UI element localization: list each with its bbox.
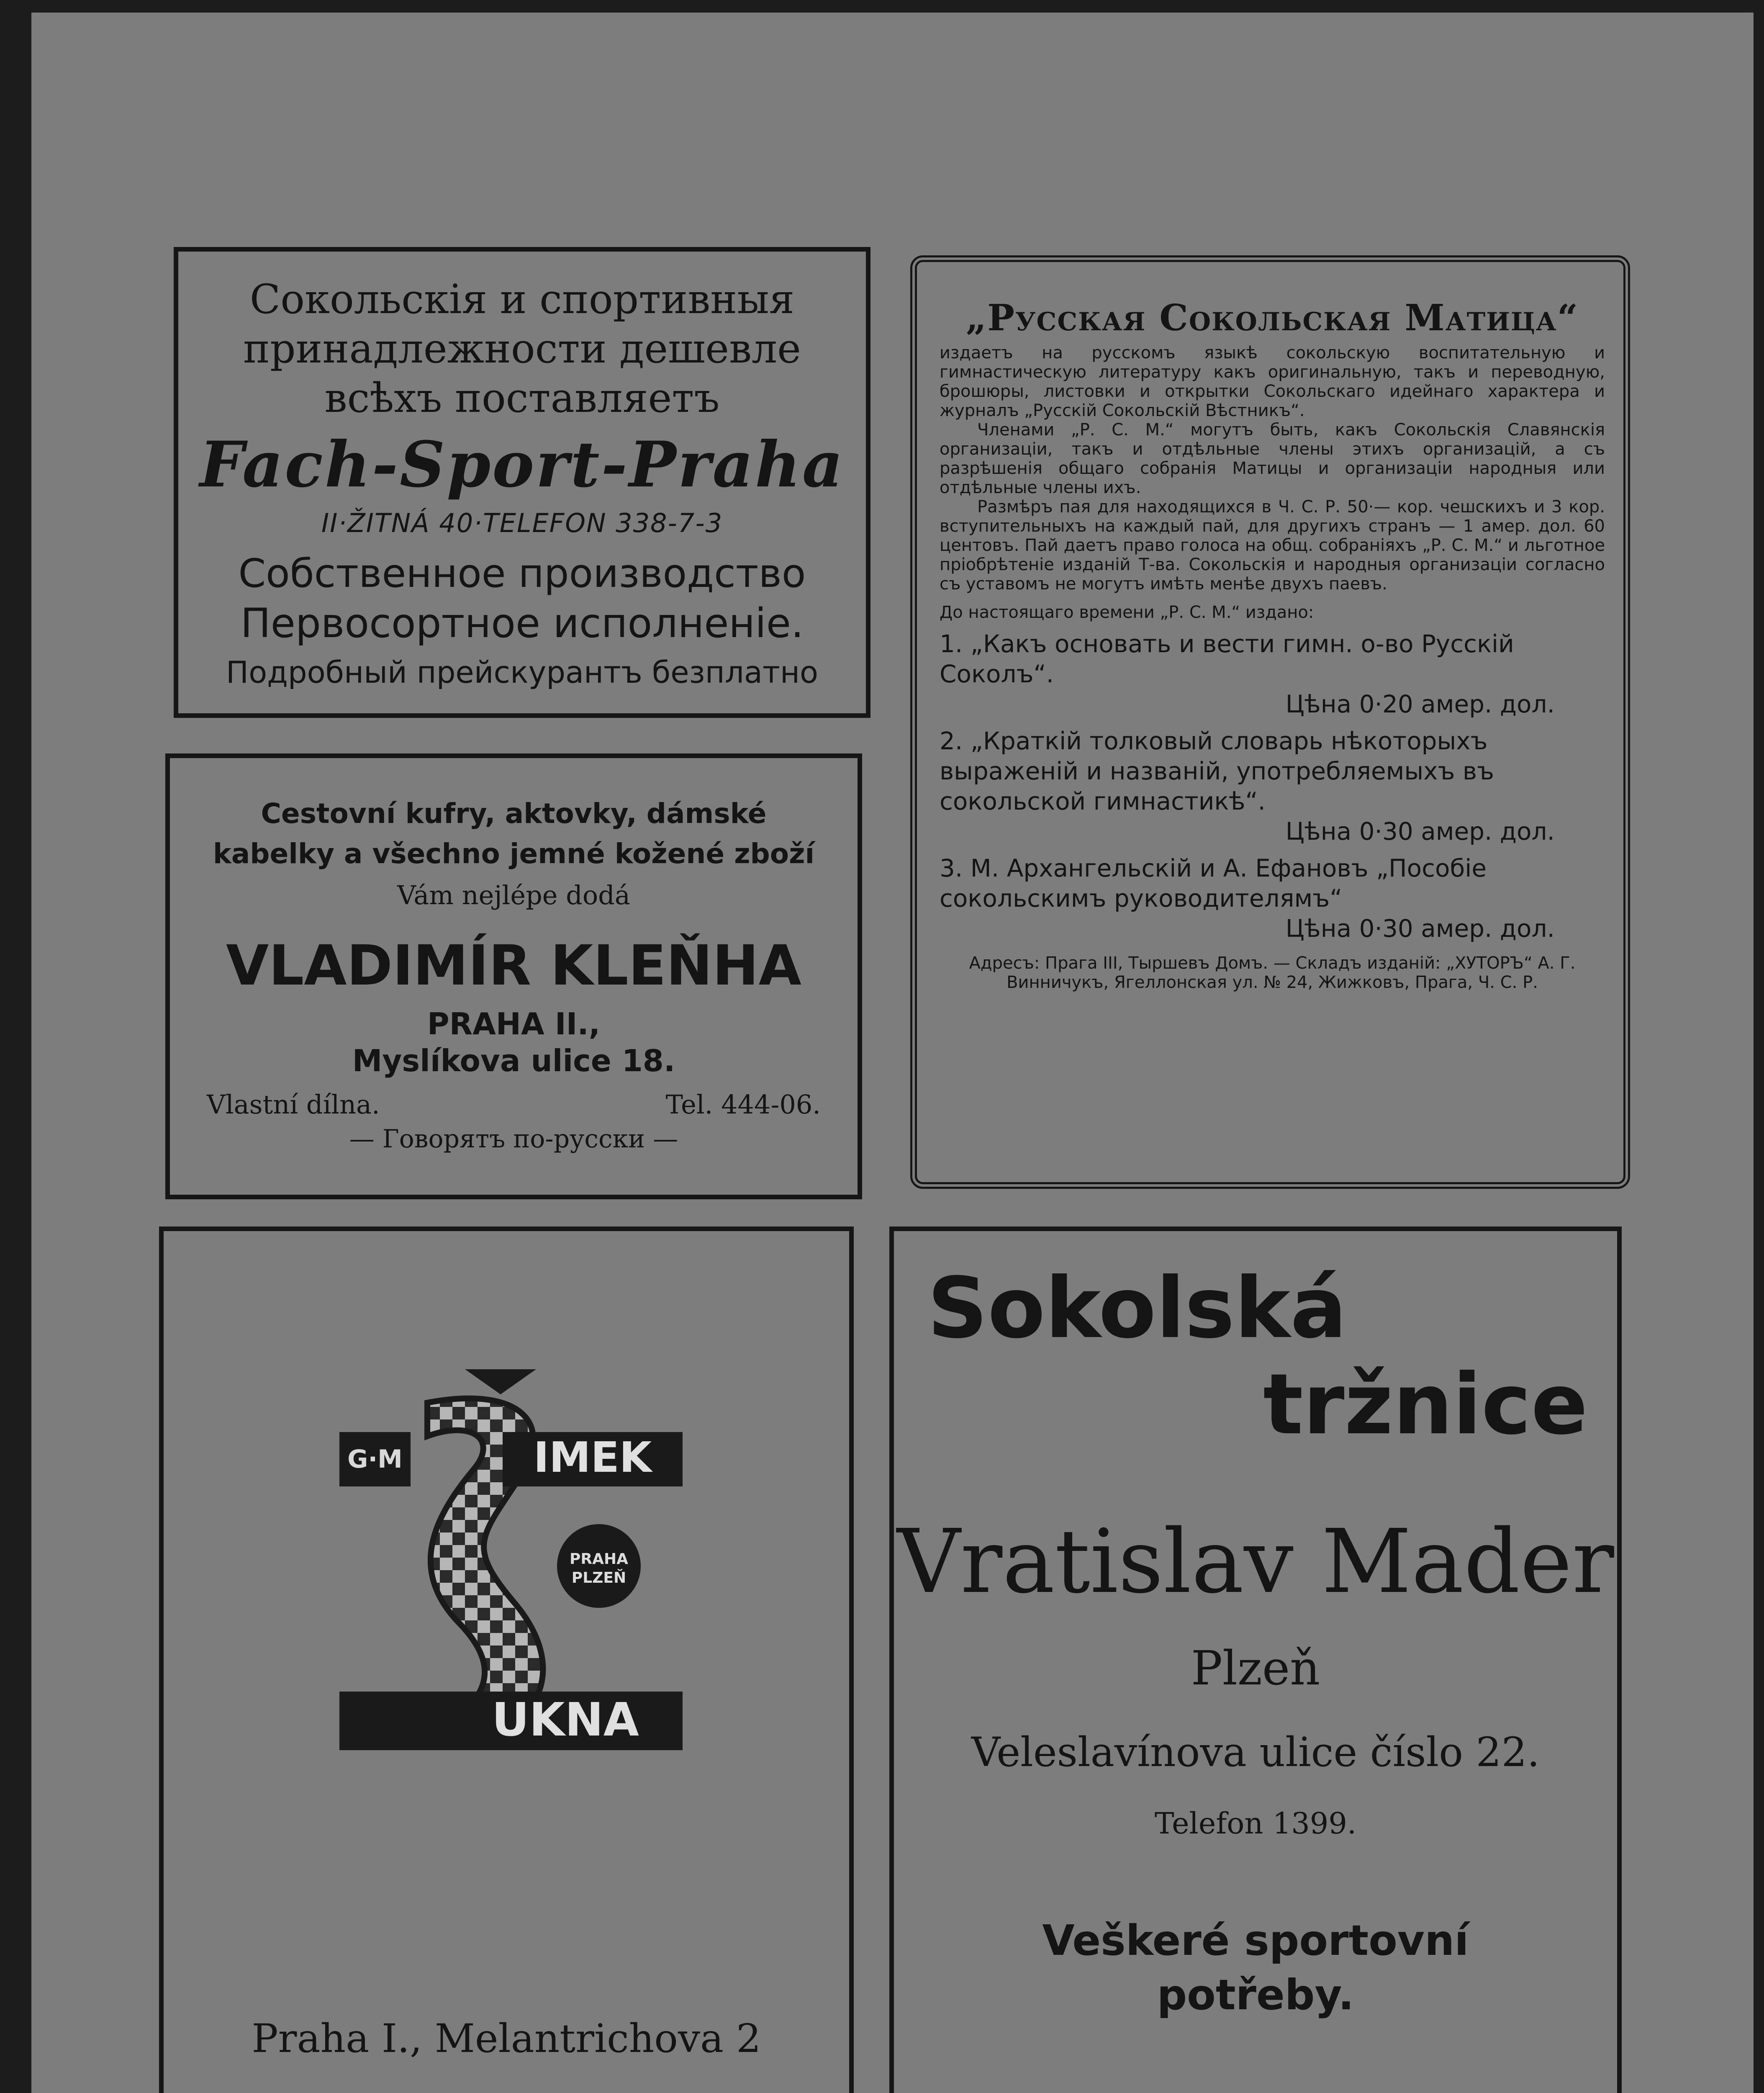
script-logo: Fach-Sport-Praha (199, 428, 845, 501)
slogan-line: Veškeré sportovní (1042, 1916, 1469, 1965)
ad-sokolska-trznice (889, 1226, 1622, 2093)
ad-line: всѣхъ поставляетъ (324, 375, 720, 422)
merchant-street: Veleslavínova ulice číslo 22. (971, 1729, 1540, 1776)
hacek-mark (465, 1369, 536, 1394)
title-line-1: Sokolská (927, 1260, 1347, 1357)
matica-address: Адресъ: Прага III, Тыршевъ Домъ. — Складъ изданій: „ХУТОРЪ“ А. Г. Винничукъ, Ягеллонская ул. № 24, Жижковъ, Прага, Ч. С. Р. (969, 954, 1576, 992)
goods-line: Cestovní kufry, aktovky, dámské (261, 797, 767, 830)
ad-fach-sport (174, 247, 870, 718)
seal-text: PLZEŇ (571, 1569, 627, 1586)
simek-logo (339, 1369, 683, 1788)
logo-word-imek: IMEK (533, 1433, 652, 1482)
russian-note: — Говорятъ по-русски — (349, 1124, 678, 1154)
goods-line: kabelky a všechno jemné kožené zboží (213, 838, 815, 870)
seal-text: PRAHA (570, 1550, 628, 1568)
phone: Tel. 444-06. (665, 1089, 821, 1120)
paragraph: Членами „Р. С. М.“ могутъ быть, какъ Сокольскія Славянскія организаціи, такъ и отдѣльные члены этихъ организацій, а съ разрѣшенія общаго собранія Матицы и организаціи народныя или отдѣльные члены ихъ. (940, 420, 1605, 497)
ad-line: принадлежности дешевле (243, 325, 801, 372)
pricelist-note: Подробный прейскурантъ безплатно (226, 655, 819, 690)
production-line: Первосортное исполненіе. (240, 600, 804, 647)
paragraph: издаетъ на русскомъ языкѣ сокольскую воспитательную и гимнастическую литературу какъ оригинальную, такъ и переводную, брошюры, листовки и открытки Сокольскаго идейнаго характера и журналъ „Русскій Сокольскій Вѣстникъ“. (940, 343, 1605, 420)
book-title: 3. М. Архангельскій и А. Ефановъ „Пособіе сокольскимъ руководителямъ“ (940, 854, 1487, 913)
title-line-2: tržnice (1263, 1356, 1588, 1453)
ad-klenha (165, 753, 862, 1199)
production-line: Собственное производство (238, 551, 806, 597)
page-sheet (31, 13, 1754, 2093)
book-title: 2. „Краткій толковый словарь нѣкоторыхъ выраженій и названій, употребляемыхъ въ сокольской гимнастикѣ“. (940, 727, 1494, 815)
merchant-phone: Telefon 1399. (1154, 1806, 1357, 1841)
merchant-city: Plzeň (1191, 1641, 1320, 1696)
published-intro: До настоящаго времени „Р. С. М.“ издано: (940, 603, 1314, 622)
paragraph: Размѣръ пая для находящихся в Ч. С. Р. 50·— кор. чешскихъ и 3 кор. вступительныхъ на каждый пай, для другихъ странъ — 1 амер. дол. 60 центовъ. Пай даетъ право голоса на общ. собраніяхъ „Р. С. М.“ и льготное пріобрѣтеніе изданій Т-ва. Сокольскія и народныя организаціи согласно съ уставомъ не могутъ имѣть менѣе двухъ паевъ. (940, 497, 1605, 594)
ad-matica (902, 247, 1638, 1197)
matica-text (940, 293, 1605, 1009)
street: Myslíkova ulice 18. (352, 1043, 675, 1078)
company-name: VLADIMÍR KLEŇHA (226, 933, 801, 998)
address: II·ŽITNÁ 40·TELEFON 338-7-3 (321, 508, 723, 538)
workshop-row (170, 1087, 858, 1123)
city: PRAHA II., (427, 1006, 601, 1041)
simek-address: Praha I., Melantrichova 2 (252, 2016, 761, 2062)
book-price: Цѣна 0·20 амер. дол. (1285, 690, 1555, 718)
delivers-line: Vám nejlépe dodá (397, 880, 630, 910)
logo-gm-text: G·M (347, 1445, 403, 1474)
slogan-line: potřeby. (1157, 1970, 1354, 2019)
book-price: Цѣна 0·30 амер. дол. (1285, 817, 1555, 846)
ad-line: Сокольскія и спортивныя (249, 276, 795, 323)
ad-simek-sukna (159, 1226, 854, 2093)
book-title: 1. „Какъ основать и вести гимн. о-во Русскій Соколъ“. (940, 630, 1514, 688)
book-price: Цѣна 0·30 амер. дол. (1285, 914, 1555, 943)
matica-title: „Русская Сокольская Матица“ (965, 297, 1579, 339)
logo-word-ukna: UKNA (492, 1693, 639, 1746)
merchant-name: Vratislav Mader (897, 1510, 1614, 1613)
workshop: Vlastní dílna. (207, 1089, 380, 1120)
